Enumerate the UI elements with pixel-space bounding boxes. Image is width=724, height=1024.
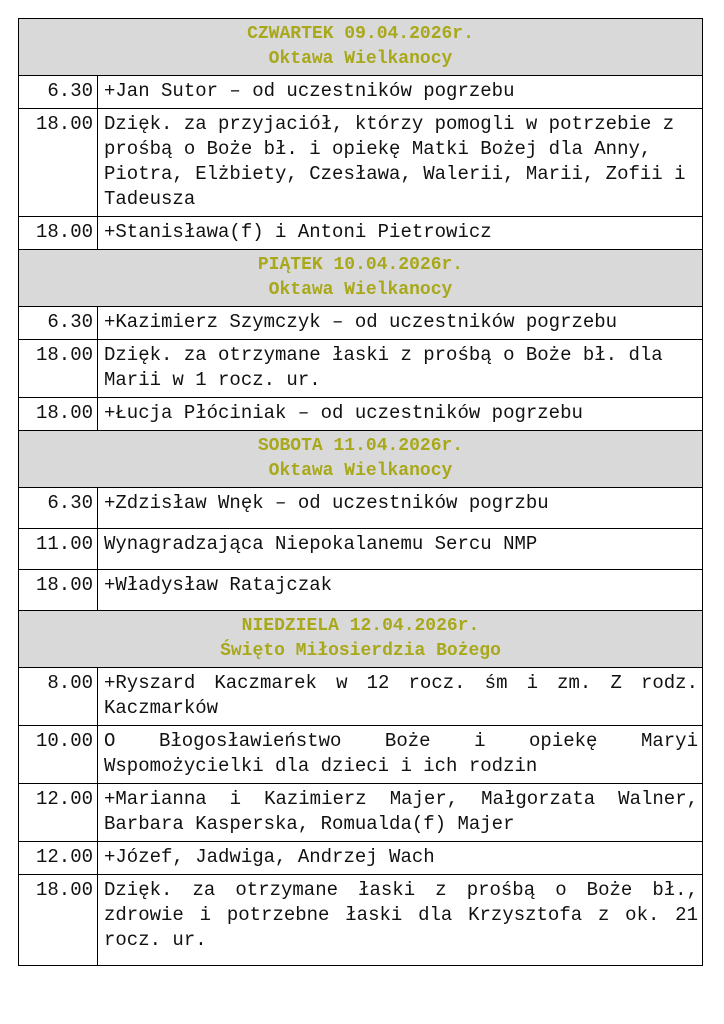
mass-intention: O Błogosławieństwo Boże i opiekę Maryi Wspomożycielki dla dzieci i ich rodzin — [98, 726, 703, 784]
mass-row — [19, 76, 703, 109]
day-subtitle: Oktawa Wielkanocy — [268, 280, 453, 300]
day-title: SOBOTA 11.04.2026r. — [257, 436, 464, 456]
day-header — [19, 250, 703, 307]
mass-time: 6.30 — [19, 307, 98, 340]
mass-intention: +Władysław Ratajczak — [98, 570, 703, 611]
mass-row — [19, 875, 703, 966]
mass-time: 18.00 — [19, 217, 98, 250]
day-title: PIĄTEK 10.04.2026r. — [257, 255, 464, 275]
mass-row — [19, 488, 703, 529]
mass-row — [19, 398, 703, 431]
mass-time: 10.00 — [19, 726, 98, 784]
mass-intention: Dzięk. za przyjaciół, którzy pomogli w potrzebie z prośbą o Boże bł. i opiekę Matki Bożej dla Anny, Piotra, Elżbiety, Czesława, Walerii, Marii, Zofii i Tadeusza — [98, 109, 703, 217]
mass-row — [19, 217, 703, 250]
mass-row — [19, 340, 703, 398]
day-header-row — [19, 19, 703, 76]
mass-intention: +Ryszard Kaczmarek w 12 rocz. śm i zm. Z rodz. Kaczmarków — [98, 668, 703, 726]
mass-time: 12.00 — [19, 784, 98, 842]
mass-time: 8.00 — [19, 668, 98, 726]
mass-row — [19, 726, 703, 784]
day-header-row — [19, 431, 703, 488]
mass-time: 11.00 — [19, 529, 98, 570]
mass-intention: +Kazimierz Szymczyk – od uczestników pogrzebu — [98, 307, 703, 340]
mass-time: 18.00 — [19, 570, 98, 611]
mass-intention: +Zdzisław Wnęk – od uczestników pogrzbu — [98, 488, 703, 529]
day-header — [19, 19, 703, 76]
day-subtitle: Oktawa Wielkanocy — [268, 49, 453, 69]
mass-row — [19, 529, 703, 570]
mass-intention: +Jan Sutor – od uczestników pogrzebu — [98, 76, 703, 109]
mass-time: 18.00 — [19, 398, 98, 431]
day-title: NIEDZIELA 12.04.2026r. — [241, 616, 480, 636]
day-header-row — [19, 611, 703, 668]
mass-intention: Dzięk. za otrzymane łaski z prośbą o Boże bł., zdrowie i potrzebne łaski dla Krzysztofa z ok. 21 rocz. ur. — [98, 875, 703, 966]
mass-row — [19, 784, 703, 842]
mass-intention: +Łucja Płóciniak – od uczestników pogrzebu — [98, 398, 703, 431]
mass-row — [19, 668, 703, 726]
mass-intention: Dzięk. za otrzymane łaski z prośbą o Boże bł. dla Marii w 1 rocz. ur. — [98, 340, 703, 398]
mass-time: 18.00 — [19, 875, 98, 966]
mass-time: 18.00 — [19, 340, 98, 398]
mass-time: 6.30 — [19, 488, 98, 529]
mass-time: 12.00 — [19, 842, 98, 875]
mass-intention: +Józef, Jadwiga, Andrzej Wach — [98, 842, 703, 875]
mass-row — [19, 842, 703, 875]
day-header — [19, 611, 703, 668]
day-header — [19, 431, 703, 488]
day-subtitle: Oktawa Wielkanocy — [268, 461, 453, 481]
mass-intention: Wynagradzająca Niepokalanemu Sercu NMP — [98, 529, 703, 570]
mass-time: 6.30 — [19, 76, 98, 109]
mass-intention: +Marianna i Kazimierz Majer, Małgorzata Walner, Barbara Kasperska, Romualda(f) Majer — [98, 784, 703, 842]
mass-intention: +Stanisława(f) i Antoni Pietrowicz — [98, 217, 703, 250]
mass-intentions-table — [18, 18, 703, 966]
mass-time: 18.00 — [19, 109, 98, 217]
day-subtitle: Święto Miłosierdzia Bożego — [220, 641, 501, 661]
day-title: CZWARTEK 09.04.2026r. — [247, 24, 474, 44]
mass-row — [19, 307, 703, 340]
mass-row — [19, 109, 703, 217]
day-header-row — [19, 250, 703, 307]
mass-row — [19, 570, 703, 611]
